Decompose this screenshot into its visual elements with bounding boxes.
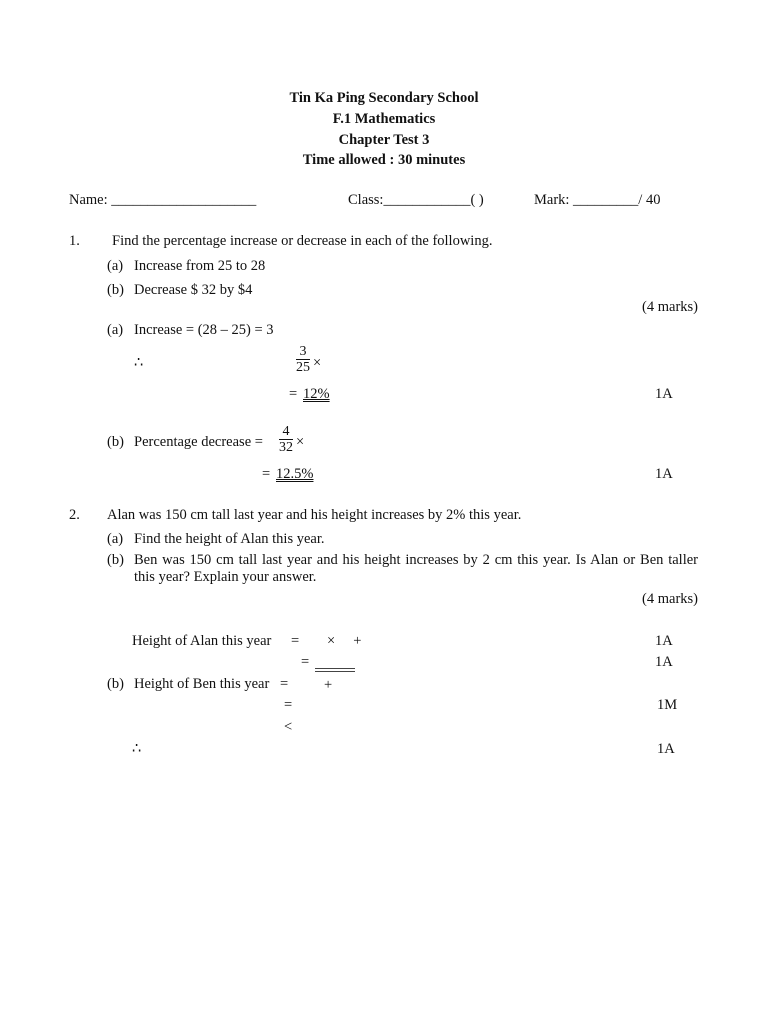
q2-sol-b-label: (b) [107,676,124,692]
class-field: Class:____________( ) [348,192,484,208]
q1-text: Find the percentage increase or decrease in each of the following. [112,233,493,249]
q1a-label: (a) [107,258,124,274]
q2-marks: (4 marks) [642,591,698,607]
times-symbol: × [313,355,322,371]
therefore-symbol: ∴ [134,355,144,371]
equals-sign: = [301,654,310,670]
q2-sol-a-text: Height of Alan this year [132,633,272,649]
q1b-label: (b) [107,282,124,298]
q2a-mark-2: 1A [655,654,673,670]
q1-number: 1. [69,233,80,249]
fraction-denominator: 32 [279,440,293,455]
q1-sol-b-label: (b) [107,434,124,450]
q2a-mark-1: 1A [655,633,673,649]
mark-field: Mark: _________/ 40 [534,192,661,208]
q1a-mark: 1A [655,386,673,402]
q1-sol-b-text: Percentage decrease = [134,434,263,450]
equals-sign: = [262,466,271,482]
q1b-text: Decrease $ 32 by $4 [134,282,253,298]
time-allowed: Time allowed : 30 minutes [302,152,466,168]
equals-sign: = [284,697,293,713]
q2-sol-b-text: Height of Ben this year [134,676,270,692]
q2a-text: Find the height of Alan this year. [134,531,325,547]
q2b-text: Ben was 150 cm tall last year and his height increases by 2 cm this year. Is Alan or Ben taller this year? Explain your answer. [134,552,698,585]
answer-blank [315,668,355,672]
q2b-label: (b) [107,552,124,568]
fraction-numerator: 3 [299,344,307,359]
therefore-symbol: ∴ [132,741,142,757]
fraction-4-over-32 [279,425,293,455]
test-title: Chapter Test 3 [338,132,430,148]
q2-text: Alan was 150 cm tall last year and his height increases by 2% this year. [107,507,522,523]
fraction-denominator: 25 [296,360,310,375]
operators: × + [327,633,362,649]
q1-sol-a-text: Increase = (28 – 25) = 3 [134,322,274,338]
q2b-mark-2: 1A [657,741,675,757]
name-field: Name: ____________________ [69,192,257,208]
q1a-answer: 12% [303,386,330,402]
equals-sign: = [289,386,298,402]
subject-title: F.1 Mathematics [332,111,436,127]
fraction-3-over-25 [296,345,310,375]
q1b-mark: 1A [655,466,673,482]
less-than-sign: < [284,719,293,735]
q2b-mark-1: 1M [657,697,678,713]
q2-number: 2. [69,507,80,523]
q2a-label: (a) [107,531,124,547]
equals-sign: = [280,676,289,692]
q1a-text: Increase from 25 to 28 [134,258,266,274]
q1-marks: (4 marks) [642,299,698,315]
equals-sign: = [291,633,300,649]
school-name: Tin Ka Ping Secondary School [289,90,479,106]
plus-sign: + [324,677,333,693]
q1b-answer: 12.5% [276,466,314,482]
times-symbol: × [296,434,305,450]
fraction-numerator: 4 [282,424,290,439]
q1-sol-a-label: (a) [107,322,124,338]
